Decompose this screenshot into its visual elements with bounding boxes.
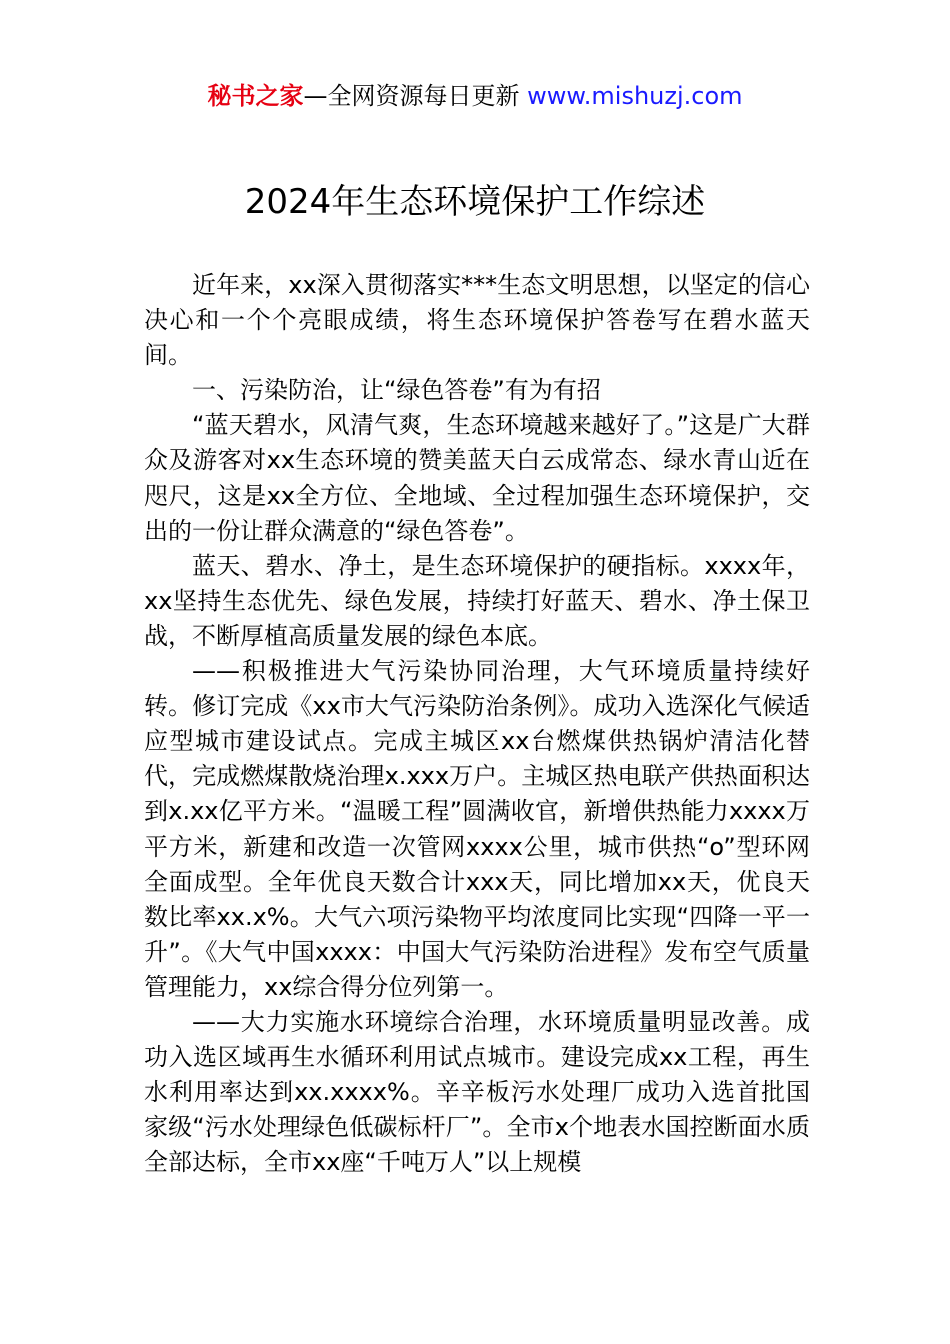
document-body <box>144 268 810 1180</box>
paragraph-intro: 近年来，xx深入贯彻落实***生态文明思想，以坚定的信心决心和一个个亮眼成绩，将生态环境保护答卷写在碧水蓝天间。 <box>144 271 810 370</box>
document-title: 2024年生态环境保护工作综述 <box>244 182 706 222</box>
paragraph-air-pollution: ——积极推进大气污染协同治理，大气环境质量持续好转。修订完成《xx市大气污染防治条例》。成功入选深化气候适应型城市建设试点。完成主城区xx台燃煤供热锅炉清洁化替代，完成燃煤散烧治理x.xxx万户。主城区热电联产供热面积达到x.xx亿平方米。“温暖工程”圆满收官，新增供热能力xxxx万平方米，新建和改造一次管网xxxx公里，城市供热“o”型环网全面成型。全年优良天数合计xxx天，同比增加xx天，优良天数比率xx.x%。大气六项污染物平均浓度同比实现“四降一平一升”。《大气中国xxxx：中国大气污染防治进程》发布空气质量管理能力，xx综合得分位列第一。 <box>144 657 810 1001</box>
paragraph: 蓝天、碧水、净土，是生态环境保护的硬指标。xxxx年，xx坚持生态优先、绿色发展，持续打好蓝天、碧水、净土保卫战，不断厚植高质量发展的绿色本底。 <box>144 551 810 650</box>
site-url-link[interactable]: www.mishuzj.com <box>527 82 743 110</box>
paragraph: “蓝天碧水，风清气爽，生态环境越来越好了。”这是广大群众及游客对xx生态环境的赞美蓝天白云成常态、绿水青山近在咫尺，这是xx全方位、全地域、全过程加强生态环境保护，交出的一份让群众满意的“绿色答卷”。 <box>144 411 810 545</box>
brand-name: 秘书之家 <box>207 82 304 110</box>
header-tagline: —全网资源每日更新 <box>303 82 528 110</box>
site-header <box>0 80 950 112</box>
section-heading-1: 一、污染防治，让“绿色答卷”有为有招 <box>192 376 601 405</box>
paragraph-water-environment: ——大力实施水环境综合治理，水环境质量明显改善。成功入选区域再生水循环利用试点城市。建设完成xx工程，再生水利用率达到xx.xxxx%。辛辛板污水处理厂成功入选首批国家级“污水处理绿色低碳标杆厂”。全市x个地表水国控断面水质全部达标，全市xx座“千吨万人”以上规模 <box>144 1007 810 1177</box>
